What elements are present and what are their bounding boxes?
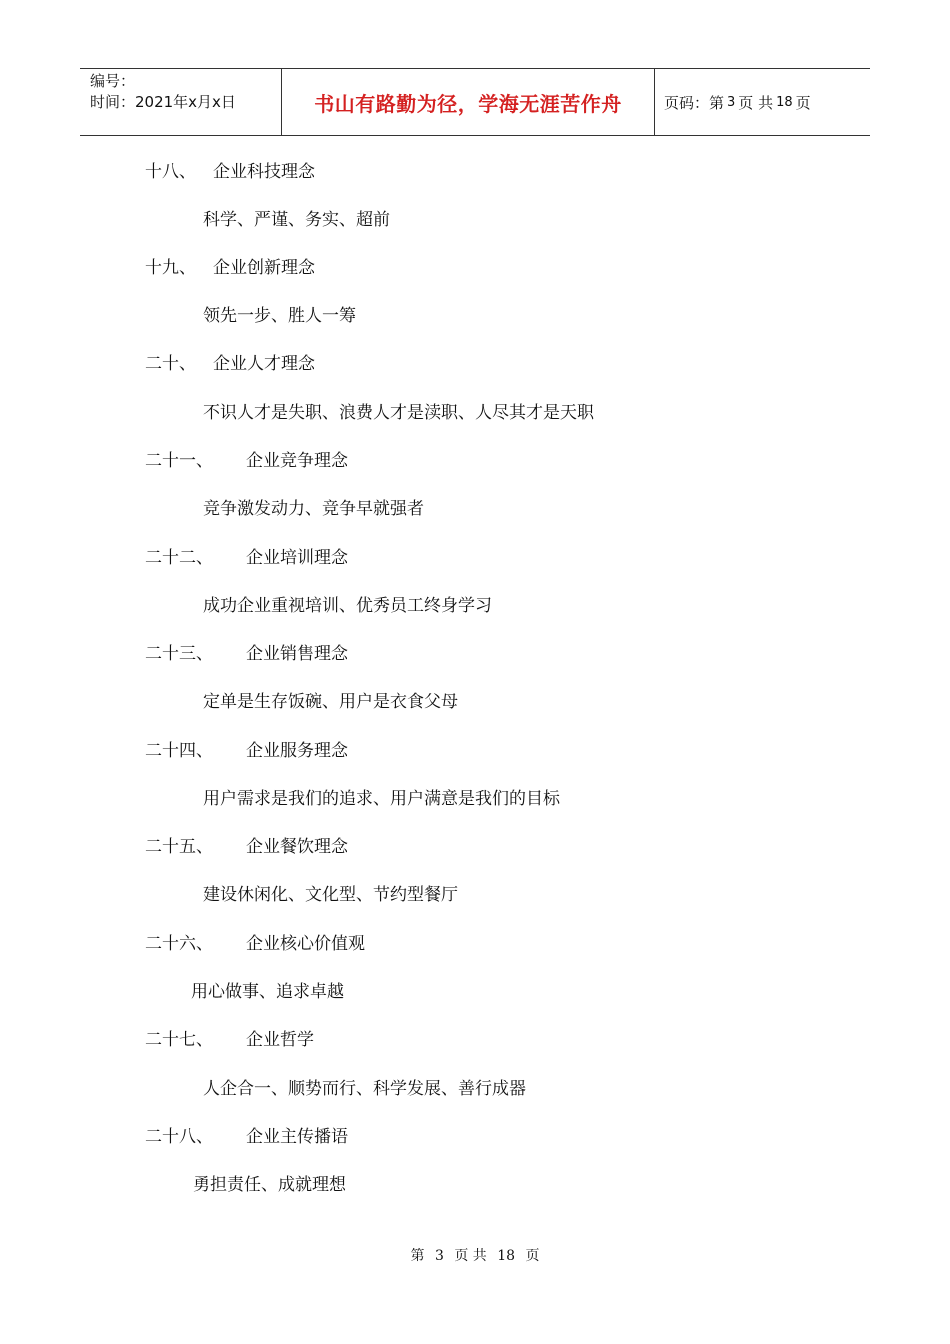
section-heading (145, 835, 348, 859)
section-heading (145, 739, 348, 763)
section-title: 企业主传播语 (246, 1127, 348, 1147)
header-page-total: 18 (776, 94, 793, 110)
section-number: 二十、 (145, 354, 196, 374)
section-number: 二十二、 (145, 548, 213, 568)
section-heading (145, 352, 315, 376)
document-time-label: 时间：2021年x月x日 (90, 93, 236, 111)
section-content: 人企合一、顺势而行、科学发展、善行成器 (203, 1079, 526, 1099)
page-footer (0, 1245, 950, 1265)
page-header (80, 68, 870, 136)
section-heading (145, 449, 348, 473)
section-title: 企业竞争理念 (246, 451, 348, 471)
section-content: 领先一步、胜人一筹 (203, 306, 356, 326)
section-heading (145, 1125, 348, 1149)
section-title: 企业人才理念 (213, 354, 315, 374)
header-page-prefix: 页码：第 (664, 93, 725, 112)
section-content: 竞争激发动力、竞争早就强者 (203, 499, 424, 519)
section-content: 用心做事、追求卓越 (191, 982, 344, 1002)
section-content: 勇担责任、成就理想 (193, 1175, 346, 1195)
header-page-info (664, 69, 811, 135)
footer-page-current: 3 (434, 1248, 444, 1264)
header-meta (90, 71, 236, 113)
section-title: 企业哲学 (246, 1030, 314, 1050)
section-number: 二十五、 (145, 837, 213, 857)
section-number: 十九、 (145, 258, 196, 278)
section-number: 二十一、 (145, 451, 213, 471)
section-number: 二十三、 (145, 644, 213, 664)
section-number: 二十四、 (145, 741, 213, 761)
header-motto: 书山有路勤为径，学海无涯苦作舟 (314, 91, 622, 116)
section-content: 用户需求是我们的追求、用户满意是我们的目标 (203, 789, 560, 809)
section-content: 科学、严谨、务实、超前 (203, 210, 390, 230)
header-page-current: 3 (727, 94, 736, 110)
section-title: 企业餐饮理念 (246, 837, 348, 857)
header-page-suffix: 页 (795, 93, 811, 112)
section-title: 企业科技理念 (213, 162, 315, 182)
section-content: 建设休闲化、文化型、节约型餐厅 (203, 885, 458, 905)
footer-page-total: 18 (497, 1248, 516, 1264)
section-heading (145, 256, 315, 280)
footer-mid: 页 共 (454, 1248, 487, 1264)
section-heading (145, 932, 365, 956)
section-number: 二十七、 (145, 1030, 213, 1050)
footer-suffix: 页 (525, 1248, 540, 1264)
section-number: 二十六、 (145, 934, 213, 954)
footer-prefix: 第 (410, 1248, 425, 1264)
section-number: 二十八、 (145, 1127, 213, 1147)
section-title: 企业销售理念 (246, 644, 348, 664)
section-heading (145, 546, 348, 570)
section-title: 企业核心价值观 (246, 934, 365, 954)
section-heading (145, 160, 315, 184)
section-content: 不识人才是失职、浪费人才是渎职、人尽其才是天职 (203, 403, 594, 423)
section-content: 定单是生存饭碗、用户是衣食父母 (203, 692, 458, 712)
header-divider-right (654, 69, 655, 135)
section-title: 企业培训理念 (246, 548, 348, 568)
section-heading (145, 1028, 314, 1052)
section-number: 十八、 (145, 162, 196, 182)
section-heading (145, 642, 348, 666)
section-content: 成功企业重视培训、优秀员工终身学习 (203, 596, 492, 616)
section-title: 企业创新理念 (213, 258, 315, 278)
section-title: 企业服务理念 (246, 741, 348, 761)
header-page-mid: 页 共 (738, 93, 774, 112)
document-number-label: 编号： (90, 72, 136, 90)
